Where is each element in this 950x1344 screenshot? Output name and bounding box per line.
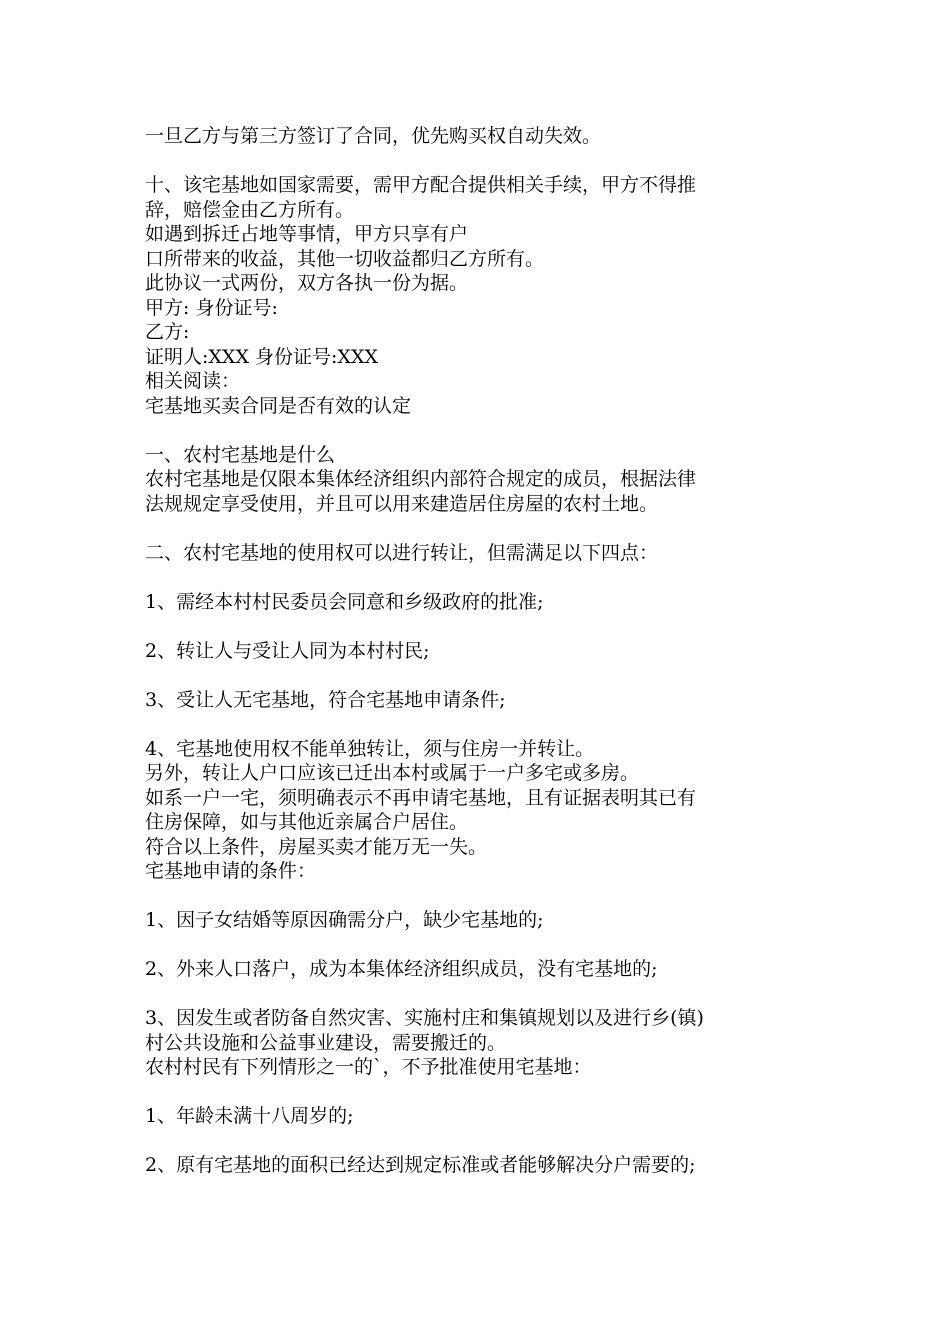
text-line: 1、年龄未满十八周岁的; (145, 1105, 354, 1127)
text-line: 2、原有宅基地的面积已经达到规定标准或者能够解决分户需要的; (145, 1154, 696, 1176)
blank-line (145, 418, 815, 443)
blank-line (145, 516, 815, 541)
text-line: 住房保障，如与其他近亲属合户居住。 (145, 811, 469, 833)
blank-line (145, 1129, 815, 1154)
text-line: 符合以上条件，房屋买卖才能万无一失。 (145, 835, 488, 858)
text-line: 一旦乙方与第三方签订了合同，优先购买权自动失效。 (145, 125, 602, 147)
text-line: 3、因发生或者防备自然灾害、实施村庄和集镇规划以及进行乡(镇) (145, 1007, 704, 1029)
text-line: 口所带来的收益，其他一切收益都归乙方所有。 (145, 247, 545, 270)
text-line: 二、农村宅基地的使用权可以进行转让，但需满足以下四点： (145, 541, 659, 564)
text-line: 3、受让人无宅基地，符合宅基地申请条件; (145, 688, 506, 711)
blank-line (145, 614, 815, 639)
text-line: 宅基地买卖合同是否有效的认定 (145, 394, 412, 417)
blank-line (145, 565, 815, 590)
text-line: 相关阅读： (145, 370, 241, 392)
text-line: 1、因子女结婚等原因确需分户，缺少宅基地的; (145, 909, 544, 931)
text-line: 2、外来人口落户，成为本集体经济组织成员，没有宅基地的; (145, 958, 658, 980)
blank-line (145, 982, 815, 1007)
blank-line (145, 712, 815, 737)
blank-line (145, 884, 815, 909)
text-line: 此协议一式两份，双方各执一份为据。 (145, 272, 469, 294)
document-body (145, 124, 815, 1178)
text-line: 一、农村宅基地是什么 (145, 443, 336, 466)
text-line: 如系一户一宅，须明确表示不再申请宅基地，且有证据表明其已有 (145, 786, 697, 809)
text-line: 十、该宅基地如国家需要，需甲方配合提供相关手续，甲方不得推 (145, 174, 697, 196)
text-line: 法规规定享受使用，并且可以用来建造居住房屋的农村土地。 (145, 492, 659, 515)
text-line: 甲方: 身份证号: (145, 296, 278, 319)
text-line: 2、转让人与受让人同为本村村民; (145, 639, 430, 662)
text-line: 乙方: (145, 321, 190, 343)
text-line: 4、宅基地使用权不能单独转让，须与住房一并转让。 (145, 737, 595, 760)
text-line: 另外，转让人户口应该已迁出本村或属于一户多宅或多房。 (145, 762, 640, 784)
text-line: 宅基地申请的条件： (145, 860, 317, 882)
text-line: 证明人:XXX 身份证号:XXX (145, 345, 379, 368)
text-line: 如遇到拆迁占地等事情，甲方只享有户 (145, 223, 469, 245)
text-line: 农村宅基地是仅限本集体经济组织内部符合规定的成员，根据法律 (145, 468, 697, 490)
text-line: 农村村民有下列情形之一的`，不予批准使用宅基地： (145, 1056, 592, 1078)
text-line: 村公共设施和公益事业建设，需要搬迁的。 (145, 1031, 507, 1054)
blank-line (145, 1080, 815, 1105)
blank-line (145, 933, 815, 958)
blank-line (145, 149, 815, 174)
text-line: 辞，赔偿金由乙方所有。 (145, 198, 355, 221)
blank-line (145, 663, 815, 688)
text-line: 1、需经本村村民委员会同意和乡级政府的批准; (145, 590, 544, 613)
